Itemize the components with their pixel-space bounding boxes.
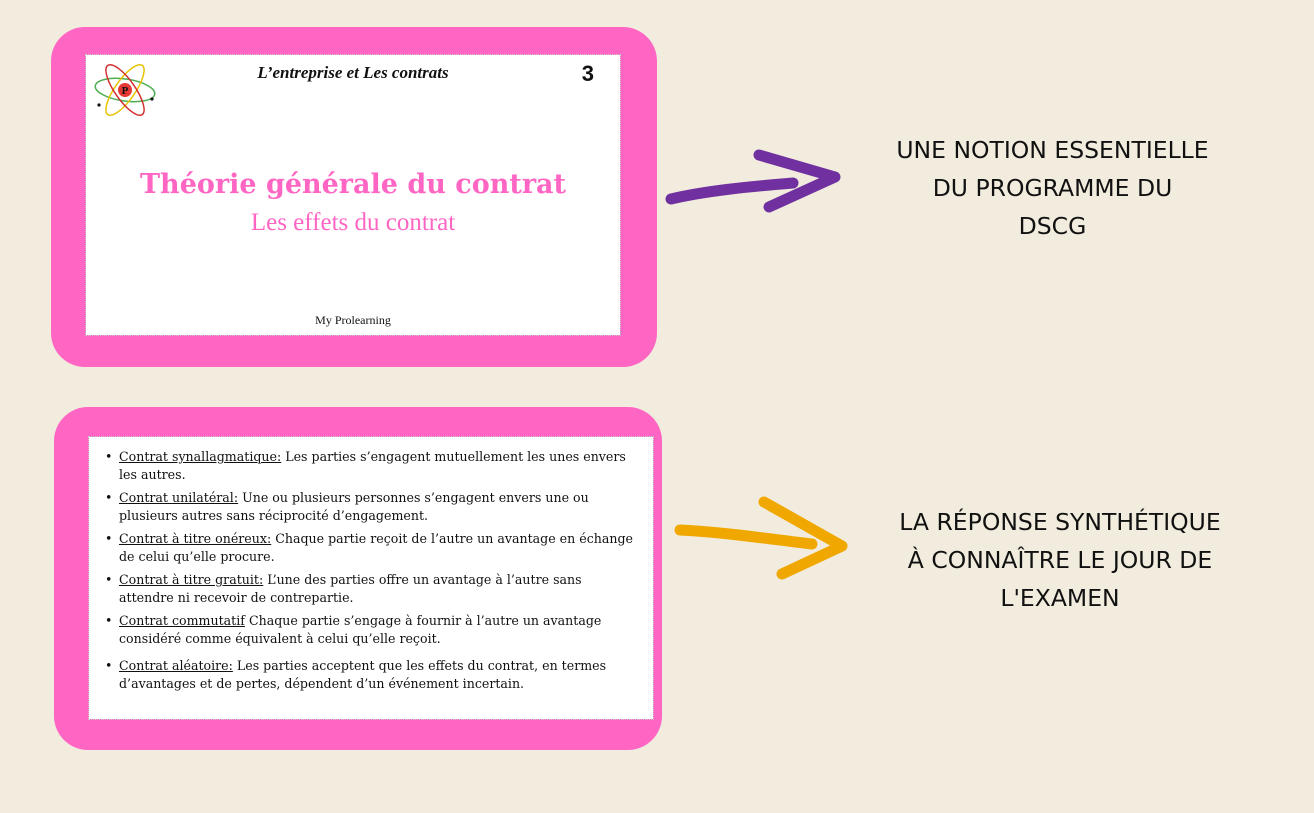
purple-arrow-icon <box>665 143 845 215</box>
definition-term: Contrat commutatif <box>119 613 245 628</box>
yellow-arrow-icon <box>672 490 852 580</box>
definition-term: Contrat aléatoire: <box>119 658 233 673</box>
caption-bottom-line-3: L'EXAMEN <box>1000 584 1120 612</box>
card-title: Théorie générale du contrat <box>139 169 567 200</box>
definition-text: L’une des parties offre un avantage à l’autre sans attendre ni recevoir de contrepartie. <box>119 572 582 605</box>
slide-number: 3 <box>581 61 594 86</box>
caption-bottom-line-2: À CONNAÎTRE LE JOUR DE <box>907 546 1213 574</box>
caption-bottom <box>850 503 1270 617</box>
definition-list <box>89 437 653 693</box>
flashcard-back-frame <box>54 407 662 750</box>
list-item <box>103 657 639 693</box>
card-subtitle: Les effets du contrat <box>250 209 456 236</box>
list-item <box>103 489 639 525</box>
list-item <box>103 448 639 484</box>
flashcard-front-frame <box>51 27 657 367</box>
definition-text: Les parties s’engagent mutuellement les unes envers les autres. <box>119 449 626 482</box>
bullet-icon: • <box>105 613 113 628</box>
bullet-icon: • <box>105 449 113 464</box>
definition-term: Contrat à titre gratuit: <box>119 572 264 587</box>
card-footer: My Prolearning <box>315 313 391 327</box>
definition-term: Contrat à titre onéreux: <box>119 531 272 546</box>
bullet-icon: • <box>105 531 113 546</box>
list-item <box>103 612 639 648</box>
list-item <box>103 571 639 607</box>
caption-top-line-1: UNE NOTION ESSENTIELLE <box>896 136 1209 164</box>
definition-term: Contrat unilatéral: <box>119 490 239 505</box>
bullet-icon: • <box>105 658 113 673</box>
caption-top-line-3: DSCG <box>1018 212 1087 240</box>
logo-letter: P <box>121 85 129 97</box>
list-item <box>103 530 639 566</box>
flashcard-front <box>86 55 620 335</box>
chapter-title: L’entreprise et Les contrats <box>257 63 449 82</box>
definition-text: Chaque partie reçoit de l’autre un avantage en échange de celui qu’elle procure. <box>119 531 634 564</box>
definition-text: Une ou plusieurs personnes s’engagent envers une ou plusieurs autres sans réciprocité d’engagement. <box>119 490 589 523</box>
caption-top-line-2: DU PROGRAMME DU <box>932 174 1173 202</box>
definition-text: Les parties acceptent que les effets du contrat, en termes d’avantages et de pertes, dépendent d’un événement incertain. <box>119 658 607 691</box>
caption-bottom-line-1: LA RÉPONSE SYNTHÉTIQUE <box>899 508 1221 536</box>
bullet-icon: • <box>105 572 113 587</box>
bullet-icon: • <box>105 490 113 505</box>
flashcard-back <box>89 437 653 719</box>
definition-text: Chaque partie s’engage à fournir à l’autre un avantage considéré comme équivalent à celui qu’elle reçoit. <box>119 613 602 646</box>
definition-term: Contrat synallagmatique: <box>119 449 282 464</box>
caption-top <box>850 131 1255 245</box>
